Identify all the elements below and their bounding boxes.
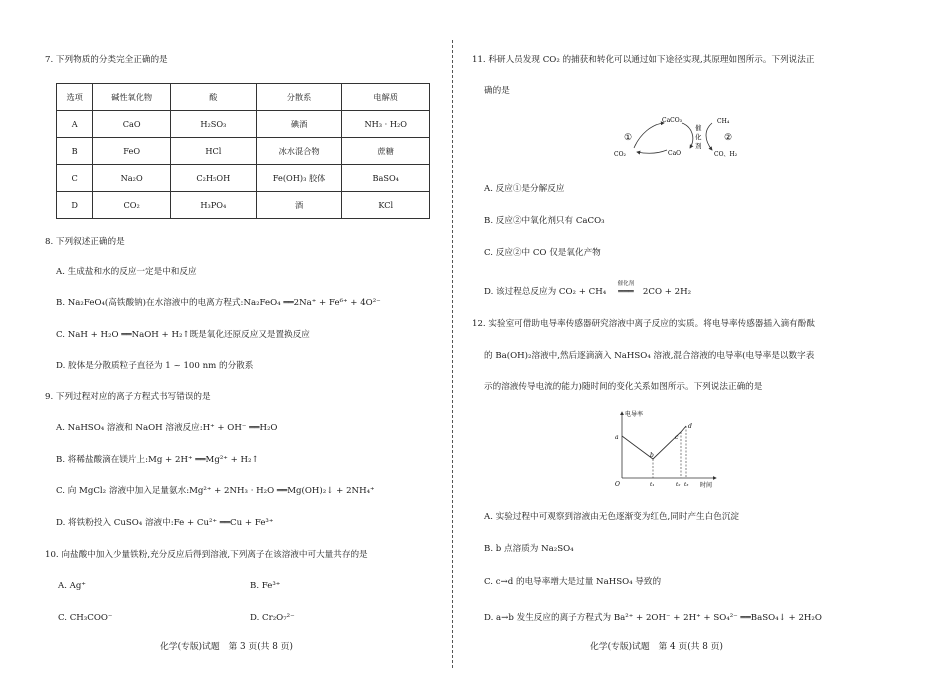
table-cell: CO₂ (93, 192, 171, 219)
label-catalyst-1: 催 (695, 124, 702, 132)
q12-option-a: A. 实验过程中可观察到溶液由无色逐渐变为红色,同时产生白色沉淀 (484, 512, 740, 522)
table-cell: 蔗糖 (342, 138, 430, 165)
point-d-label: d (688, 423, 692, 430)
point-a-label: a (615, 434, 619, 441)
label-reaction-1: ① (624, 133, 633, 143)
q10-option-c: C. CH₃COO⁻ (58, 613, 113, 623)
table-cell: Fe(OH)₃ 胶体 (256, 165, 342, 192)
q10-stem: 10. 向盐酸中加入少量铁粉,充分反应后得到溶液,下列离子在该溶液中可大量共存的是 (45, 550, 368, 560)
table-cell: 冰水混合物 (256, 138, 342, 165)
catalyst-label: 催化剂 (617, 281, 635, 287)
table-cell: H₂SO₃ (170, 111, 256, 138)
tick-t3: t₃ (684, 482, 689, 488)
table-cell: B (57, 138, 93, 165)
table-row (57, 165, 430, 192)
q9-option-b: B. 将稀盐酸滴在镁片上:Mg + 2H⁺ ══Mg²⁺ + H₂↑ (56, 455, 259, 465)
right-page (472, 0, 950, 688)
q9-option-c: C. 向 MgCl₂ 溶液中加入足量氨水:Mg²⁺ + 2NH₃ · H₂O ══Mg(OH)₂↓ + 2NH₄⁺ (56, 486, 375, 496)
q11-option-d-prefix: D. 该过程总反应为 CO₂ + CH₄ (484, 287, 609, 297)
q11-option-d-suffix: 2CO + 2H₂ (642, 287, 692, 297)
table-cell: C (57, 165, 93, 192)
table-cell: HCl (170, 138, 256, 165)
q12-option-d: D. a→b 发生反应的离子方程式为 Ba²⁺ + 2OH⁻ + 2H⁺ + SO₄²⁻ ══BaSO₄↓ + 2H₂O (484, 613, 822, 623)
page-footer-right: 化学(专版)试题 第 4 页(共 8 页) (590, 642, 723, 652)
table-header-row (57, 84, 430, 111)
table-cell: C₂H₅OH (170, 165, 256, 192)
label-co2: CO₂ (614, 151, 626, 158)
q11-option-d (484, 281, 692, 298)
q8-option-d: D. 胶体是分散质粒子直径为 1 ~ 100 nm 的分散系 (56, 361, 254, 371)
arrow-cao-to-co2 (637, 150, 667, 153)
arrow-caco3-to-cao (682, 123, 693, 148)
label-cao: CaO (668, 150, 682, 157)
table-header: 电解质 (342, 84, 430, 111)
q8-option-c: C. NaH + H₂O ══NaOH + H₂↑既是氧化还原反应又是置换反应 (56, 330, 310, 340)
table-cell: BaSO₄ (342, 165, 430, 192)
tick-t2: t₂ (676, 482, 681, 488)
q9-option-a: A. NaHSO₄ 溶液和 NaOH 溶液反应:H⁺ + OH⁻ ══H₂O (56, 423, 278, 433)
table-cell: Na₂O (93, 165, 171, 192)
q8-option-a: A. 生成盐和水的反应一定是中和反应 (56, 267, 197, 277)
table-cell: CaO (93, 111, 171, 138)
co2-conversion-diagram (612, 112, 742, 164)
table-row (57, 111, 430, 138)
page-footer-left: 化学(专版)试题 第 3 页(共 8 页) (160, 642, 293, 652)
label-catalyst-2: 化 (695, 133, 702, 141)
table-cell: H₃PO₄ (170, 192, 256, 219)
table-header: 碱性氧化物 (93, 84, 171, 111)
label-co-h2: CO、H₂ (714, 151, 738, 158)
table-row (57, 192, 430, 219)
y-axis-label: 电导率 (625, 411, 644, 418)
table-cell: D (57, 192, 93, 219)
point-b-label: b (650, 452, 654, 459)
q7-stem: 7. 下列物质的分类完全正确的是 (45, 55, 168, 65)
table-cell: A (57, 111, 93, 138)
label-catalyst-3: 剂 (695, 142, 702, 150)
table-cell: FeO (93, 138, 171, 165)
arrow-co2-to-caco3 (634, 123, 664, 148)
q10-option-b: B. Fe³⁺ (250, 581, 281, 591)
q12-stem-line1: 12. 实验室可借助电导率传感器研究溶液中离子反应的实质。将电导率传感器插入滴有酚酞 (472, 319, 815, 329)
q12-stem-line2: 的 Ba(OH)₂溶液中,然后逐滴滴入 NaHSO₄ 溶液,混合溶液的电导率(电导率是以数字表 (484, 351, 815, 361)
label-ch4: CH₄ (717, 118, 730, 125)
point-c-label: c (675, 434, 679, 441)
q10-option-a: A. Ag⁺ (58, 581, 86, 591)
origin-label: O (615, 481, 620, 488)
table-cell: 碘酒 (256, 111, 342, 138)
conductivity-graph (612, 406, 722, 490)
table-cell: 酒 (256, 192, 342, 219)
tick-t1: t₁ (650, 482, 655, 488)
q11-stem-line1: 11. 科研人员发现 CO₂ 的捕获和转化可以通过如下途径实现,其原理如图所示。下列说法正 (472, 55, 815, 65)
q12-option-b: B. b 点溶质为 Na₂SO₄ (484, 544, 574, 554)
left-page (0, 0, 472, 688)
label-reaction-2: ② (724, 133, 733, 143)
table-header: 分散系 (256, 84, 342, 111)
table-row (57, 138, 430, 165)
q11-option-b: B. 反应②中氧化剂只有 CaCO₃ (484, 216, 605, 226)
q10-option-d: D. Cr₂O₇²⁻ (250, 613, 295, 623)
q8-stem: 8. 下列叙述正确的是 (45, 237, 125, 247)
q12-stem-line3: 示的溶液传导电流的能力)随时间的变化关系如图所示。下列说法正确的是 (484, 382, 763, 392)
table-cell: NH₃ · H₂O (342, 111, 430, 138)
table-header: 酸 (170, 84, 256, 111)
q9-option-d: D. 将铁粉投入 CuSO₄ 溶液中:Fe + Cu²⁺ ══Cu + Fe³⁺ (56, 518, 274, 528)
q11-stem-line2: 确的是 (484, 86, 510, 96)
q11-option-c: C. 反应②中 CO 仅是氧化产物 (484, 248, 601, 258)
table-cell: KCl (342, 192, 430, 219)
arrow-ch4-to-co-h2 (706, 123, 712, 150)
q7-classification-table (56, 83, 430, 219)
q12-option-c: C. c→d 的电导率增大是过量 NaHSO₄ 导致的 (484, 577, 662, 587)
x-axis-label: 时间 (700, 482, 713, 489)
q11-option-a: A. 反应①是分解反应 (484, 184, 565, 194)
catalyst-arrow: 催化剂 ═══ (609, 286, 643, 298)
label-caco3: CaCO₃ (662, 117, 683, 124)
q9-stem: 9. 下列过程对应的离子方程式书写错误的是 (45, 392, 211, 402)
conductivity-curve (622, 426, 686, 459)
q8-option-b: B. Na₂FeO₄(高铁酸钠)在水溶液中的电离方程式:Na₂FeO₄ ══2Na⁺ + Fe⁶⁺ + 4O²⁻ (56, 298, 381, 308)
table-header: 选项 (57, 84, 93, 111)
